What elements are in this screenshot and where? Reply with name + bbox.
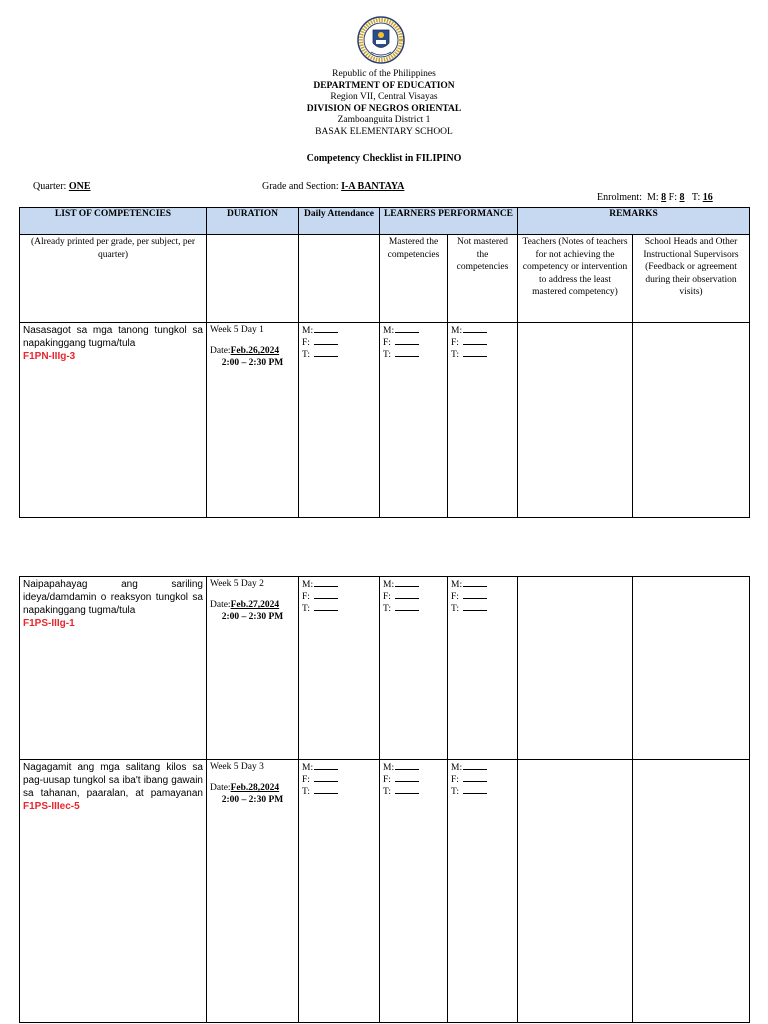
competency-cell (20, 577, 207, 760)
header-district: Zamboanguita District 1 (337, 115, 431, 125)
male-blank (314, 761, 338, 770)
total-blank (463, 785, 487, 794)
total-label: T: (451, 604, 459, 614)
competency-text: Naipapahayag ang sariling ideya/damdamin o reaksyon tungkol sa napakinggang tugma/tula (23, 579, 203, 616)
total-blank (463, 602, 487, 611)
duration-cell (207, 577, 299, 760)
header-school: BASAK ELEMENTARY SCHOOL (315, 126, 453, 137)
male-blank (463, 578, 487, 587)
enrolment-total: 16 (702, 192, 713, 203)
total-label: T: (302, 604, 310, 614)
competency-table-2 (19, 576, 750, 1023)
total-label: T: (383, 604, 391, 614)
male-label: M: (383, 763, 395, 773)
female-label: F: (302, 338, 310, 348)
table-row (20, 323, 750, 518)
enrolment-male: 8 (661, 192, 667, 203)
date-row (210, 782, 295, 794)
competency-text: Nasasagot sa mga tanong tungkol sa napakinggang tugma/tula (23, 325, 203, 349)
total-label: T: (451, 350, 459, 360)
date-value: Feb.28,2024 (230, 783, 280, 793)
header-duration: DURATION (207, 208, 299, 235)
attendance-cell (299, 323, 380, 518)
male-blank (314, 578, 338, 587)
female-label: F: (383, 775, 391, 785)
duration-cell (207, 323, 299, 518)
quarter-label: Quarter: (33, 181, 69, 192)
total-label: T: (451, 787, 459, 797)
competency-text: Nagagamit ang mga salitang kilos sa pag-uusap tungkol sa iba't ibang gawain sa tahanan, paaralan, at pamayanan (23, 762, 203, 799)
time-value: 2:00 – 2:30 PM (221, 358, 284, 368)
female-label: F: (451, 592, 459, 602)
female-label: F: (383, 592, 391, 602)
female-label: F: (302, 775, 310, 785)
total-blank (395, 785, 419, 794)
teachers-remarks-cell (518, 577, 633, 760)
female-blank (314, 336, 338, 345)
header-remarks: REMARKS (518, 208, 750, 235)
female-blank (395, 590, 419, 599)
enrolment-label: Enrolment: M: (597, 192, 662, 203)
document-title (0, 153, 768, 164)
school-header (0, 69, 768, 138)
female-label: F: (451, 775, 459, 785)
total-blank (395, 348, 419, 357)
teachers-remarks-cell (518, 323, 633, 518)
header-attendance: Daily Attendance (299, 208, 380, 235)
heads-remarks-cell (633, 323, 750, 518)
not-mastered-cell (448, 760, 518, 1023)
week-label: Week 5 Day 3 (210, 762, 264, 772)
quarter-field (33, 181, 91, 192)
date-value: Feb.27,2024 (230, 600, 280, 610)
sub-teachers: Teachers (Notes of teachers for not achieving the competency or intervention to address the least mastered competency) (518, 235, 633, 323)
quarter-value: ONE (68, 181, 91, 192)
competency-code: F1PS-IIIg-1 (23, 618, 75, 629)
sub-duration (207, 235, 299, 323)
total-blank (314, 348, 338, 357)
header-republic: Republic of the Philippines (332, 69, 436, 79)
sub-attendance (299, 235, 380, 323)
table-row (20, 577, 750, 760)
competency-table-1 (19, 207, 750, 518)
attendance-cell (299, 760, 380, 1023)
date-label: Date: (210, 600, 231, 610)
mastered-cell (380, 577, 448, 760)
date-label: Date: (210, 346, 231, 356)
duration-cell (207, 760, 299, 1023)
deped-seal-icon (357, 16, 405, 64)
week-label: Week 5 Day 1 (210, 325, 264, 335)
date-row (210, 345, 295, 357)
table-row (20, 760, 750, 1023)
grade-section-label: Grade and Section: (262, 181, 342, 192)
enrolment-total-label: T: (684, 192, 703, 203)
female-label: F: (383, 338, 391, 348)
header-department: DEPARTMENT OF EDUCATION (313, 80, 455, 91)
male-blank (463, 324, 487, 333)
competency-code: F1PS-IIIec-5 (23, 801, 80, 812)
female-blank (463, 590, 487, 599)
mastered-cell (380, 760, 448, 1023)
attendance-cell (299, 577, 380, 760)
date-value: Feb.26,2024 (230, 346, 280, 356)
total-blank (463, 348, 487, 357)
sub-competencies: (Already printed per grade, per subject, per quarter) (20, 235, 207, 323)
week-label: Week 5 Day 2 (210, 579, 264, 589)
header-division: DIVISION OF NEGROS ORIENTAL (306, 103, 462, 114)
enrolment-female: 8 (679, 192, 685, 203)
teachers-remarks-cell (518, 760, 633, 1023)
competency-cell (20, 760, 207, 1023)
competency-code: F1PN-IIIg-3 (23, 351, 76, 362)
female-blank (314, 590, 338, 599)
male-blank (314, 324, 338, 333)
grade-section-field (262, 181, 404, 192)
female-blank (395, 336, 419, 345)
not-mastered-cell (448, 577, 518, 760)
male-label: M: (302, 580, 314, 590)
female-blank (314, 773, 338, 782)
male-label: M: (451, 763, 463, 773)
male-label: M: (302, 326, 314, 336)
time-value: 2:00 – 2:30 PM (221, 795, 284, 805)
male-label: M: (451, 326, 463, 336)
total-blank (395, 602, 419, 611)
female-blank (463, 336, 487, 345)
header-region: Region VII, Central Visayas (330, 92, 438, 102)
female-blank (463, 773, 487, 782)
grade-section-value: I-A BANTAYA (341, 181, 405, 192)
document-title-text: Competency Checklist in FILIPINO (306, 153, 462, 164)
male-label: M: (451, 580, 463, 590)
header-competencies: LIST OF COMPETENCIES (20, 208, 207, 235)
male-blank (395, 761, 419, 770)
female-blank (395, 773, 419, 782)
not-mastered-cell (448, 323, 518, 518)
enrolment-field (592, 181, 713, 203)
male-blank (395, 578, 419, 587)
competency-cell (20, 323, 207, 518)
male-label: M: (383, 580, 395, 590)
sub-not-mastered: Not mastered the competencies (448, 235, 518, 323)
heads-remarks-cell (633, 577, 750, 760)
time-value: 2:00 – 2:30 PM (221, 612, 284, 622)
male-blank (463, 761, 487, 770)
female-label: F: (302, 592, 310, 602)
total-blank (314, 602, 338, 611)
date-label: Date: (210, 783, 231, 793)
header-performance: LEARNERS PERFORMANCE (380, 208, 518, 235)
enrolment-female-label: F: (666, 192, 680, 203)
total-blank (314, 785, 338, 794)
sub-heads: School Heads and Other Instructional Supervisors (Feedback or agreement during their observation visits) (633, 235, 750, 323)
heads-remarks-cell (633, 760, 750, 1023)
total-label: T: (302, 787, 310, 797)
total-label: T: (383, 350, 391, 360)
total-label: T: (383, 787, 391, 797)
female-label: F: (451, 338, 459, 348)
mastered-cell (380, 323, 448, 518)
male-label: M: (383, 326, 395, 336)
total-label: T: (302, 350, 310, 360)
male-blank (395, 324, 419, 333)
date-row (210, 599, 295, 611)
sub-mastered: Mastered the competencies (380, 235, 448, 323)
male-label: M: (302, 763, 314, 773)
